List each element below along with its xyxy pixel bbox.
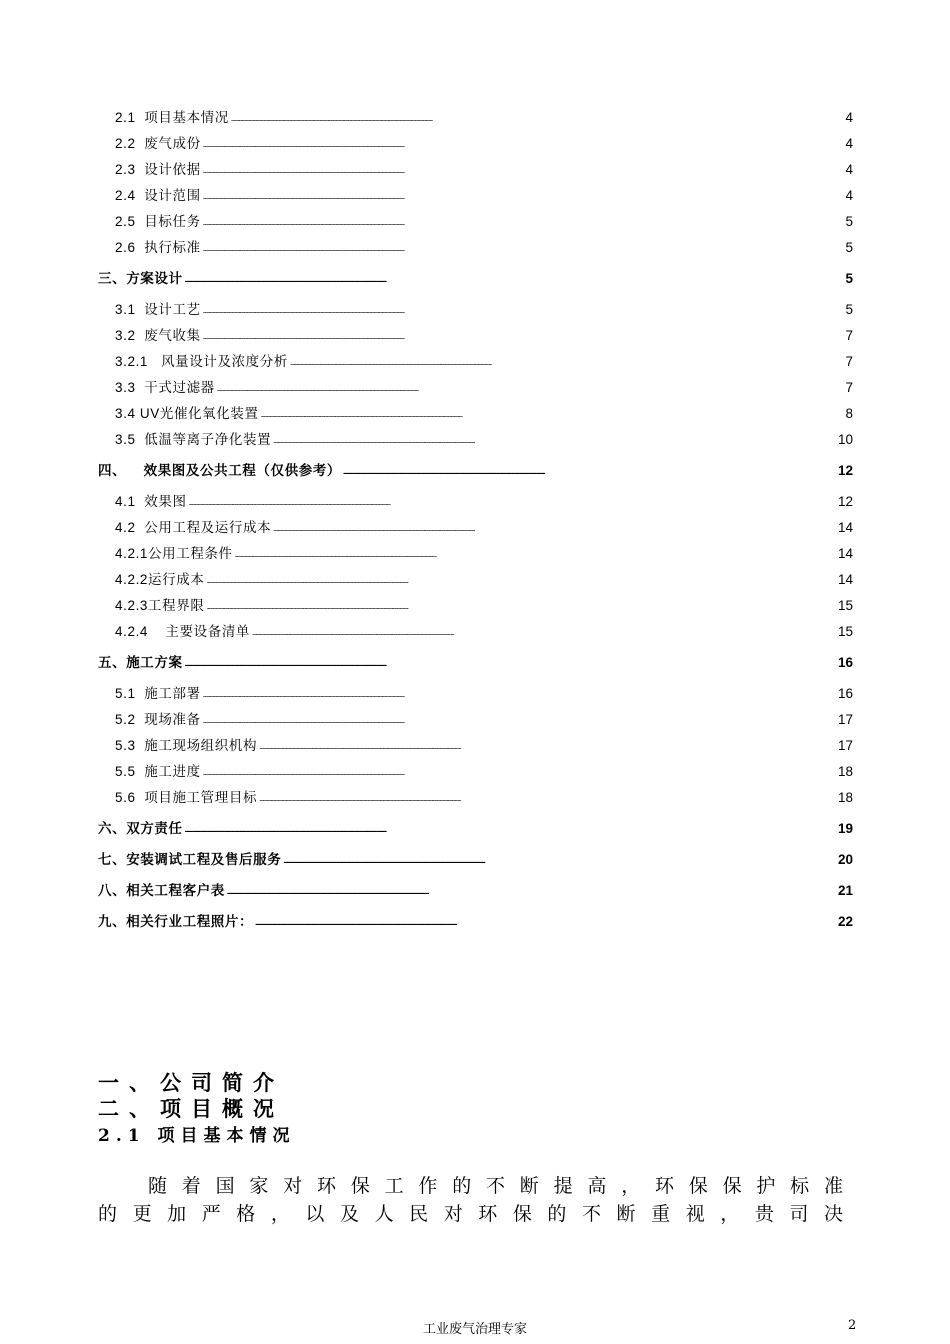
toc-leader-dots (203, 322, 815, 351)
toc-entry-title: 九、相关行业工程照片： (98, 914, 254, 929)
toc-leader-dots (259, 784, 815, 813)
toc-entry[interactable] (98, 619, 853, 645)
toc-entry[interactable] (98, 401, 853, 427)
toc-entry-page: 14 (837, 546, 853, 561)
table-of-contents (98, 105, 853, 940)
heading-project-overview: 二、项目概况 (98, 1096, 284, 1121)
toc-leader-dots (203, 208, 815, 237)
toc-entry-page: 4 (845, 188, 853, 203)
toc-entry-title: 2.6 执行标准 (115, 240, 201, 255)
toc-entry-title: 4.2.1公用工程条件 (115, 546, 233, 561)
toc-entry-title: 3.5 低温等离子净化装置 (115, 432, 272, 447)
toc-entry-page: 15 (837, 598, 853, 613)
toc-entry-page: 7 (845, 380, 853, 395)
toc-entry-page: 17 (837, 712, 853, 727)
toc-entry-page: 4 (845, 136, 853, 151)
toc-entry-title: 2.4 设计范围 (115, 188, 201, 203)
toc-entry-title: 3.1 设计工艺 (115, 302, 201, 317)
toc-leader-dots (203, 156, 815, 185)
toc-entry-page: 10 (837, 432, 853, 447)
toc-entry-title: 4.2.2运行成本 (115, 572, 205, 587)
toc-entry-page: 18 (837, 764, 853, 779)
footer-text: 工业废气治理专家 (422, 1322, 527, 1337)
toc-entry-page: 7 (845, 328, 853, 343)
toc-entry-title: 4.2.3工程界限 (115, 598, 205, 613)
toc-entry[interactable] (98, 157, 853, 183)
toc-entry-title: 2.3 设计依据 (115, 162, 201, 177)
toc-entry[interactable] (98, 375, 853, 401)
toc-entry-title: 4.1 效果图 (115, 494, 187, 509)
toc-entry-title: 4.2.4 主要设备清单 (115, 624, 251, 639)
toc-entry[interactable] (98, 266, 853, 292)
toc-leader-dots (203, 758, 815, 787)
toc-leader-dots (203, 706, 815, 735)
toc-entry[interactable] (98, 733, 853, 759)
toc-entry-page: 4 (845, 162, 853, 177)
toc-leader-dots (343, 457, 815, 486)
toc-entry[interactable] (98, 909, 853, 935)
toc-entry[interactable] (98, 183, 853, 209)
toc-entry[interactable] (98, 759, 853, 785)
toc-entry-title: 5.2 现场准备 (115, 712, 201, 727)
toc-leader-dots (203, 182, 815, 211)
toc-leader-dots (185, 649, 815, 678)
toc-entry[interactable] (98, 567, 853, 593)
toc-entry[interactable] (98, 650, 853, 676)
toc-leader-dots (261, 400, 815, 429)
toc-entry[interactable] (98, 458, 853, 484)
toc-leader-dots (206, 592, 815, 621)
heading-project-basic: 2.1 项目基本情况 (98, 1126, 296, 1146)
toc-leader-dots (203, 234, 815, 263)
toc-leader-dots (185, 815, 815, 844)
toc-entry-title: 六、双方责任 (98, 821, 183, 836)
toc-leader-dots (217, 374, 815, 403)
paragraph-line: 随着国家对环保工作的不断提高，环保保护标准 (148, 1175, 843, 1197)
toc-entry[interactable] (98, 323, 853, 349)
toc-leader-dots (235, 540, 815, 569)
toc-entry-page: 5 (845, 302, 853, 317)
toc-entry-page: 21 (837, 883, 853, 898)
toc-entry-page: 14 (837, 572, 853, 587)
toc-leader-dots (206, 566, 815, 595)
toc-entry-title: 3.3 干式过滤器 (115, 380, 215, 395)
toc-entry-title: 3.4 UV光催化氧化装置 (115, 406, 259, 421)
toc-leader-dots (273, 426, 815, 455)
toc-entry-title: 5.3 施工现场组织机构 (115, 738, 258, 753)
toc-entry[interactable] (98, 349, 853, 375)
toc-entry-page: 17 (837, 738, 853, 753)
footer-page-number: 2 (848, 1318, 857, 1333)
toc-entry-title: 四、 效果图及公共工程（仅供参考） (98, 463, 342, 478)
toc-leader-dots (189, 488, 815, 517)
toc-entry[interactable] (98, 878, 853, 904)
toc-entry-page: 8 (845, 406, 853, 421)
toc-entry-title: 5.6 项目施工管理目标 (115, 790, 258, 805)
body-paragraph (98, 1172, 843, 1228)
toc-entry[interactable] (98, 297, 853, 323)
toc-entry[interactable] (98, 105, 853, 131)
toc-entry-title: 3.2.1 风量设计及浓度分析 (115, 354, 288, 369)
toc-entry-page: 5 (845, 271, 853, 286)
toc-entry[interactable] (98, 816, 853, 842)
toc-entry-title: 2.1 项目基本情况 (115, 110, 229, 125)
toc-entry[interactable] (98, 131, 853, 157)
toc-entry-page: 15 (837, 624, 853, 639)
toc-entry[interactable] (98, 515, 853, 541)
toc-leader-dots (290, 348, 815, 377)
toc-entry[interactable] (98, 235, 853, 261)
toc-entry[interactable] (98, 847, 853, 873)
toc-entry-title: 2.5 目标任务 (115, 214, 201, 229)
toc-entry-page: 14 (837, 520, 853, 535)
toc-entry-title: 2.2 废气成份 (115, 136, 201, 151)
toc-leader-dots (259, 732, 815, 761)
toc-leader-dots (203, 680, 815, 709)
toc-entry-title: 八、相关工程客户表 (98, 883, 225, 898)
toc-entry-page: 22 (837, 914, 853, 929)
toc-entry-page: 16 (837, 686, 853, 701)
toc-entry-page: 19 (837, 821, 853, 836)
toc-entry-title: 5.5 施工进度 (115, 764, 201, 779)
toc-entry[interactable] (98, 593, 853, 619)
toc-entry[interactable] (98, 209, 853, 235)
toc-leader-dots (252, 618, 815, 647)
toc-entry-page: 5 (845, 214, 853, 229)
toc-entry-page: 12 (837, 494, 853, 509)
toc-entry-page: 4 (845, 110, 853, 125)
toc-entry-title: 七、安装调试工程及售后服务 (98, 852, 282, 867)
toc-leader-dots (203, 296, 815, 325)
paragraph-line: 的更加严格，以及人民对环保的不断重视，贵司决 (98, 1203, 843, 1225)
toc-entry-title: 五、施工方案 (98, 655, 183, 670)
toc-entry[interactable] (98, 427, 853, 453)
toc-leader-dots (283, 846, 815, 875)
toc-entry[interactable] (98, 541, 853, 567)
toc-leader-dots (255, 908, 815, 937)
toc-entry-title: 三、方案设计 (98, 271, 183, 286)
toc-leader-dots (203, 130, 815, 159)
toc-leader-dots (231, 104, 815, 133)
toc-entry[interactable] (98, 785, 853, 811)
toc-entry-page: 20 (837, 852, 853, 867)
toc-entry[interactable] (98, 489, 853, 515)
toc-entry-title: 5.1 施工部署 (115, 686, 201, 701)
toc-entry-page: 12 (837, 463, 853, 478)
toc-leader-dots (273, 514, 815, 543)
toc-leader-dots (227, 877, 815, 906)
toc-entry[interactable] (98, 681, 853, 707)
toc-entry-title: 3.2 废气收集 (115, 328, 201, 343)
toc-entry-page: 16 (837, 655, 853, 670)
heading-company-intro: 一、公司简介 (98, 1070, 284, 1095)
toc-entry-page: 7 (845, 354, 853, 369)
toc-leader-dots (185, 265, 815, 294)
toc-entry-page: 18 (837, 790, 853, 805)
toc-entry-title: 4.2 公用工程及运行成本 (115, 520, 272, 535)
toc-entry[interactable] (98, 707, 853, 733)
toc-entry-page: 5 (845, 240, 853, 255)
